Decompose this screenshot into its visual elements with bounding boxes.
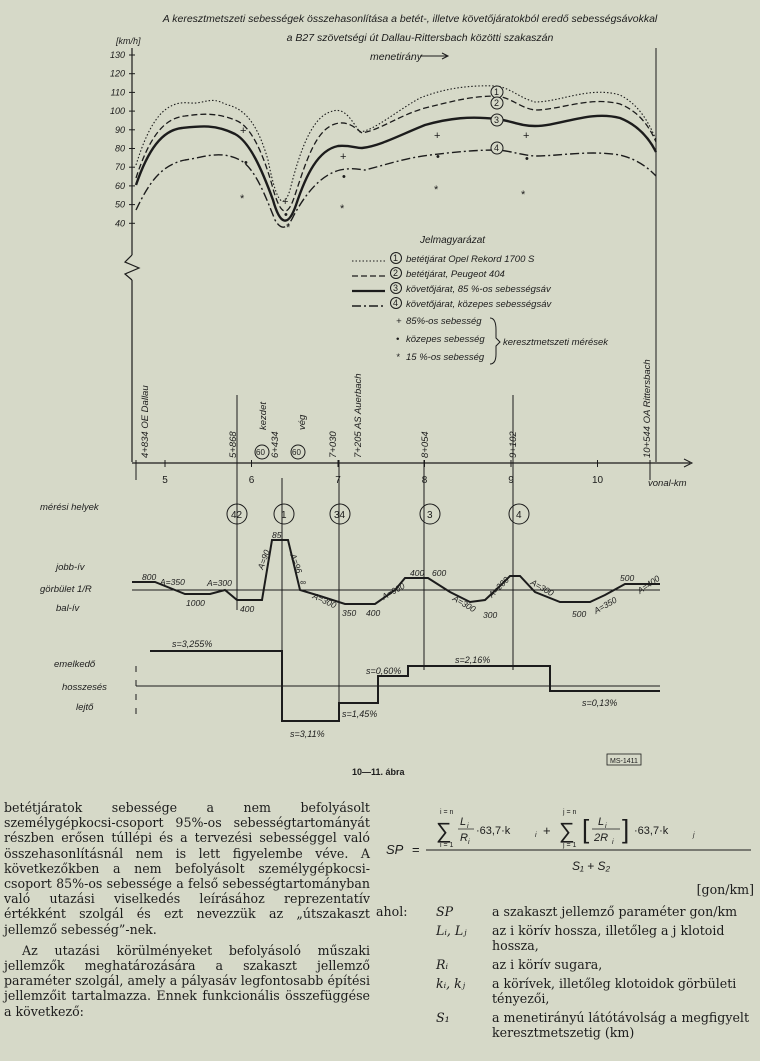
definition-row: [376, 904, 758, 919]
station-9102: 9+102: [508, 431, 519, 458]
frac1-den: R: [460, 832, 468, 844]
x-tick-label: 5: [162, 475, 168, 486]
definitions: [376, 904, 758, 1044]
curv-annot-14: 400: [410, 568, 425, 578]
svg-text:*: *: [521, 189, 526, 201]
marker-label-median: közepes sebesség: [406, 334, 485, 345]
curvature-label-right: jobb-ív: [56, 562, 85, 573]
grade-label-profile: hosszesés: [62, 682, 107, 693]
curv-annot-19: 500: [572, 609, 587, 619]
definition-symbol: S₁: [436, 1010, 450, 1025]
marker-symbol-85: +: [396, 316, 402, 327]
frac1-den-sub: i: [468, 839, 470, 846]
svg-text:∑: ∑: [436, 818, 452, 843]
sum2-bottom: j = 1: [563, 842, 577, 849]
curv-annot-20: A=350: [592, 594, 619, 616]
marker-symbol-15: *: [396, 352, 400, 363]
x-tick-label: 10: [591, 475, 604, 486]
curv-annot-13: 600: [432, 568, 447, 578]
frac2-den: 2R: [594, 832, 609, 844]
sum1-bottom: i = 1: [440, 842, 454, 849]
station-6434: 6+434: [270, 431, 281, 458]
curv-annot-5: A=90: [255, 548, 272, 571]
paragraph-1: betétjáratok sebessége a nem befolyásolt személygépkocsi-csoport 95%-os sebességtartományát részben erősen túllépi és a tervezési sebességgel való összehasonlításnál nem is lett figyelembe véve. A következőkben a nem befolyásolt személygépkocsi-csoport 85%-os sebessége a felső sebességtartományban való utazási viselkedés leírásához reprezentatív értékként szolgál és ezt nevezzük az „útszakaszt jellemző sebesség”-nek.: [4, 800, 370, 937]
svg-text:1: 1: [494, 87, 500, 97]
curv-annot-0: 800: [142, 572, 157, 582]
sum1-top: i = n: [440, 809, 454, 816]
ahol-label: ahol:: [376, 904, 408, 919]
paragraph-2: Az utazási körülményeket befolyásoló műszaki jellemzők meghatározására a szakaszt jellemző paraméter szolgál, amely a pályasáv legfontosabb építési jellemzőit tartalmazza. Ennek funkcionális összefüggése a következő:: [4, 942, 370, 1019]
svg-text:+: +: [340, 151, 347, 163]
svg-text:4: 4: [494, 143, 500, 153]
formula: [376, 808, 758, 888]
svg-text:•: •: [284, 209, 288, 221]
y-tick-label: 120: [109, 68, 125, 79]
y-tick-label: 130: [109, 50, 125, 60]
axis-break-icon: [125, 255, 139, 280]
x-ticks: [162, 460, 603, 486]
measurement-point-1: 1: [281, 510, 287, 521]
y-tick-label: 80: [114, 143, 125, 154]
legend-item-2: betétjárat, Peugeot 404: [406, 269, 505, 280]
curv-annot-1: A=350: [160, 577, 185, 587]
station-labels: [140, 359, 653, 458]
definition-symbol: SP: [436, 904, 454, 919]
series-4-median-dashdot: [136, 150, 656, 227]
station-kezdet: kezdet: [258, 402, 269, 430]
curvature-annotations: [142, 530, 662, 620]
term2-rest: ·63,7·k: [634, 825, 669, 837]
curvature-label-left: bal-ív: [56, 603, 80, 614]
curv-annot-3: 1000: [186, 598, 205, 608]
measurement-point-42: 42: [231, 510, 243, 521]
measurement-points: [227, 504, 529, 524]
svg-text:∑: ∑: [559, 818, 575, 843]
legend-num-4: 4: [393, 298, 399, 308]
svg-text:+: +: [240, 125, 247, 137]
curv-annot-9: A=300: [311, 590, 338, 611]
definition-symbol: Rᵢ: [436, 957, 449, 972]
curvature-labels: [40, 562, 92, 614]
station-8054: 8+054: [420, 431, 431, 458]
term1-rest: ·63,7·k: [476, 825, 511, 837]
definition-symbol: kᵢ, kⱼ: [436, 976, 466, 991]
svg-text:*: *: [434, 184, 439, 196]
legend-item-4: követőjárat, közepes sebességsáv: [406, 299, 552, 310]
svg-text:[: [: [582, 814, 590, 844]
figure-stamp: MS-1411: [610, 758, 638, 765]
marker-symbol-median: •: [396, 334, 400, 345]
curv-annot-22: A=400: [635, 573, 662, 596]
y-tick-label: 60: [114, 180, 125, 191]
measurement-point-4: 4: [516, 510, 522, 521]
y-tick-label: 90: [114, 124, 125, 135]
curv-annot-18: A=300: [529, 577, 556, 599]
formula-plus: +: [543, 823, 551, 838]
x-axis-label: vonal-km: [648, 478, 687, 489]
figure-title-line2: a B27 szövetségi út Dallau-Rittersbach közötti szakaszán: [286, 32, 554, 44]
curv-annot-16: 300: [483, 610, 498, 620]
term2-rest-sub: j: [693, 832, 695, 839]
svg-text:]: ]: [622, 814, 630, 844]
grade-value-6: s=0,13%: [582, 698, 618, 708]
definition-text: a menetirányú látótávolság a megfigyelt keresztmetszetig (km): [492, 1010, 750, 1040]
definition-text: az i körív hossza, illetőleg a j klotoid hossza,: [492, 923, 725, 953]
figure-caption: 10—11. ábra: [352, 767, 405, 777]
svg-text:=: =: [412, 842, 420, 857]
curv-annot-8: ∞: [300, 577, 307, 587]
formula-lhs: SP: [386, 842, 404, 857]
direction-arrow-icon: [420, 53, 448, 59]
direction-label: menetirány: [370, 51, 422, 63]
y-tick-label: 70: [114, 162, 125, 173]
definition-row: [376, 957, 758, 972]
definition-text: a körívek, illetőleg klotoidok görbületi tényezői,: [492, 976, 737, 1006]
frac2-num-sub: i: [605, 823, 607, 830]
formula-unit: [gon/km]: [696, 882, 754, 897]
svg-text:+: +: [523, 130, 530, 142]
grade-label-up: emelkedő: [54, 659, 96, 670]
figure-title-line1: A keresztmetszeti sebességek összehasonlítása a betét-, illetve követőjáratokból eredő sebességsávokkal: [162, 13, 658, 25]
station-dallau: 4+834 OE Dallau: [140, 385, 151, 458]
grade-value-2: s=3,11%: [290, 729, 325, 739]
x-tick-label: 6: [248, 475, 255, 486]
speed-limit-sign-start: 60: [256, 448, 265, 457]
x-tick-label: 7: [335, 475, 341, 486]
marker-label-85: 85%-os sebesség: [406, 316, 482, 327]
curv-annot-6: 85: [272, 530, 282, 540]
y-tick-label: 110: [110, 87, 125, 98]
definition-text: az i körív sugara,: [492, 957, 603, 972]
station-rittersbach: 10+544 OA Rittersbach: [642, 359, 653, 458]
curv-annot-10: 350: [342, 608, 357, 618]
svg-text:•: •: [244, 157, 248, 169]
y-tick-label: 40: [114, 218, 125, 229]
speed-limit-sign-end: 60: [292, 448, 301, 457]
measurement-point-3: 3: [427, 510, 433, 521]
curv-annot-12: A=960: [380, 580, 407, 602]
definition-row: [376, 976, 758, 1006]
svg-text:•: •: [436, 151, 440, 163]
series-1-opel-dotted: [136, 86, 656, 201]
series-3-85pct-solid: [136, 116, 656, 221]
y-axis-unit: [km/h]: [116, 36, 141, 46]
formula-denominator: S₁ + S₂: [572, 859, 611, 873]
station-auerbach: 7+205 AS Auerbach: [353, 373, 364, 458]
term1-rest-sub: i: [535, 832, 537, 839]
svg-text:•: •: [342, 171, 346, 183]
y-tick-label: 50: [114, 199, 125, 210]
x-tick-label: 9: [508, 475, 514, 486]
station-5868: 5+868: [228, 431, 239, 458]
grade-value-4: s=0,60%: [366, 666, 402, 676]
svg-text:+: +: [434, 130, 441, 142]
definition-symbol: Lᵢ, Lⱼ: [436, 923, 467, 938]
frac2-num: L: [598, 816, 605, 828]
curvature-label-middle: görbület 1/R: [40, 584, 92, 595]
y-ticks: [110, 50, 135, 228]
legend-item-3: követőjárat, 85 %-os sebességsáv: [406, 284, 551, 295]
svg-text:*: *: [240, 193, 245, 205]
svg-text:•: •: [525, 153, 529, 165]
measurement-point-34: 34: [334, 510, 346, 521]
frac2-den-sub: i: [612, 839, 614, 846]
legend-num-3: 3: [393, 283, 399, 293]
svg-text:3: 3: [494, 115, 500, 125]
marker-label-15: 15 %-os sebesség: [406, 352, 485, 363]
svg-text:*: *: [286, 222, 291, 234]
grade-value-3: s=1,45%: [342, 709, 378, 719]
curv-annot-4: 400: [240, 604, 255, 614]
frac1-num-sub: i: [467, 823, 469, 830]
definition-row: [376, 1010, 758, 1040]
svg-text:*: *: [340, 203, 345, 215]
sum2-top: j = n: [563, 809, 577, 816]
legend-title: Jelmagyarázat: [420, 235, 486, 246]
body-text-left: [4, 800, 370, 1019]
x-tick-label: 8: [421, 475, 428, 486]
legend-num-2: 2: [393, 268, 399, 278]
markers-group-label: keresztmetszeti mérések: [503, 337, 609, 348]
legend-item-1: betétjárat Opel Rekord 1700 S: [406, 254, 535, 265]
definition-row: [376, 923, 758, 953]
curv-annot-21: 500: [620, 573, 635, 583]
curv-annot-2: A=300: [207, 578, 232, 588]
measurement-label: mérési helyek: [40, 502, 99, 513]
y-tick-label: 100: [109, 106, 125, 117]
frac1-num: L: [460, 816, 467, 828]
curv-annot-7: A=96: [288, 552, 305, 575]
legend-num-1: 1: [393, 253, 399, 263]
grade-labels: [54, 659, 107, 713]
legend: [352, 235, 609, 364]
curv-annot-11: 400: [366, 608, 381, 618]
grade-value-5: s=2,16%: [455, 655, 491, 665]
curv-annot-15: A=300: [451, 593, 478, 615]
svg-text:2: 2: [494, 98, 500, 108]
curv-annot-17: A=200: [486, 574, 511, 600]
series-labels: [491, 86, 503, 154]
svg-text:+: +: [282, 196, 289, 208]
station-veg: vég: [297, 414, 308, 430]
grade-value-1: s=3,255%: [172, 639, 213, 649]
station-7030: 7+030: [328, 431, 339, 458]
grade-label-down: lejtő: [76, 702, 94, 713]
definition-text: a szakaszt jellemző paraméter gon/km: [492, 904, 738, 919]
